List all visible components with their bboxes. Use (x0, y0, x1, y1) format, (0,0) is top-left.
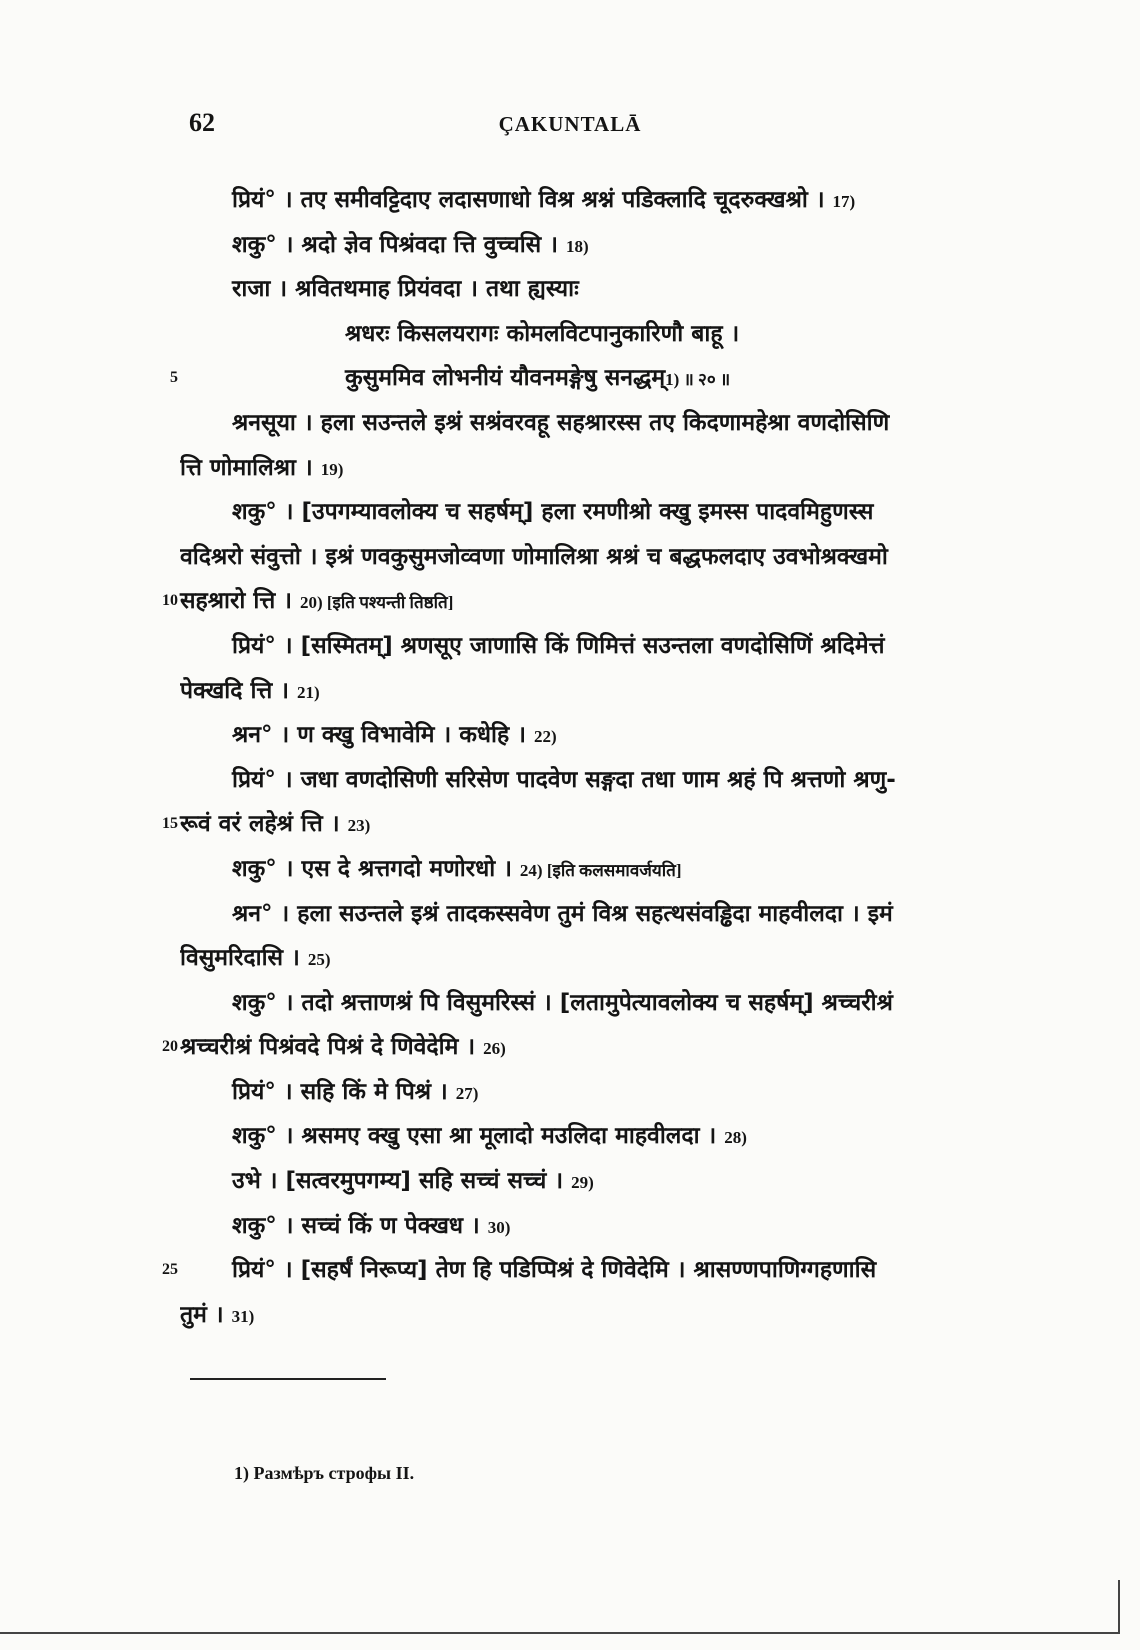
line-number: 5 (170, 369, 178, 387)
line-text: प्रियं° । सहि किं मे पिश्रं । (232, 1078, 456, 1105)
line-reference: 17) (832, 192, 856, 211)
scan-edge-corner (1118, 1580, 1120, 1634)
line-reference: 22) (533, 727, 557, 747)
line-reference: 30) (487, 1217, 511, 1237)
line-text: शकु° । श्रसमए क्खु एसा श्रा मूलादो मउलिदा माहवीलदा । (232, 1123, 725, 1150)
text-line (170, 356, 990, 401)
line-text: राजा । श्रवितथमाह प्रियंवदा । तथा ह्यस्याः (232, 276, 579, 303)
body-text (162, 178, 990, 1337)
text-line (180, 490, 990, 535)
line-reference: 19) (320, 459, 344, 479)
footnote: 1) Размѣръ строфы II. (234, 1463, 415, 1483)
line-text: उभे । [सत्वरमुपगम्य] सहि सच्चं सच्चं । (232, 1168, 572, 1195)
text-line (180, 312, 990, 357)
line-reference: 28) (724, 1128, 747, 1148)
line-text: प्रियं° । [सस्मितम्] श्रणसूए जाणासि किं णिमित्तं सउन्तला वणदोसिणिं श्रदिमेत्तं (232, 632, 885, 659)
text-line (180, 446, 990, 491)
line-reference: 31) (231, 1306, 255, 1326)
line-text: श्रन° । ण क्खु विभावेमि । कधेहि । (232, 722, 534, 749)
text-line (180, 401, 990, 446)
line-number: 15 (162, 815, 178, 833)
line-reference: 23) (347, 816, 371, 836)
line-text: रूवं वरं लहेश्रं त्ति । (180, 811, 348, 838)
line-text: सहश्रारो त्ति । (180, 588, 300, 615)
text-line (180, 1114, 990, 1159)
text-line (180, 981, 990, 1026)
line-reference: 1) ॥ २० ॥ (665, 370, 731, 390)
text-line (162, 1025, 990, 1070)
line-text: त्ति णोमालिश्रा । (180, 454, 321, 481)
scan-edge-line (0, 1632, 1120, 1634)
text-line (180, 624, 990, 669)
line-reference: 24) [इति कलसमावर्जयति] (519, 860, 682, 880)
line-text: श्रन° । हला सउन्तले इश्रं तादकस्सवेण तुमं विश्र सहत्थसंवड्ढिदा माहवीलदा । इमं (232, 900, 893, 927)
line-text: श्रनसूया । हला सउन्तले इश्रं सश्रंवरवहू सहश्रारस्स तए किदणामहेश्रा वणदोसिणि (232, 409, 890, 436)
text-line (180, 1070, 990, 1115)
footnote-rule (190, 1378, 386, 1380)
line-text: विसुमरिदासि । (180, 945, 308, 972)
line-text: शकु° । सच्चं किं ण पेक्खध । (232, 1212, 488, 1239)
text-line (180, 847, 990, 892)
line-text: श्रधरः किसलयरागः कोमलविटपानुकारिणौ बाहू । (345, 320, 740, 347)
line-text: वदिश्ररो संवुत्तो । इश्रं णवकुसुमजोव्वणा णोमालिश्रा श्रश्रं च बद्धफलदाए उवभोश्रक्खमो (180, 543, 888, 570)
line-text: शकु° । श्रदो ज्ञेव पिश्रंवदा त्ति वुच्चसि । (232, 231, 566, 258)
text-line (162, 802, 990, 847)
text-line (180, 892, 990, 937)
line-text: तुमं । (180, 1301, 232, 1328)
line-text: शकु° । [उपगम्यावलोक्य च सहर्षम्] हला रमणीश्रो क्खु इमस्स पादवमिहुणस्स (232, 499, 874, 526)
text-line (180, 669, 990, 714)
page-header (0, 108, 1140, 148)
line-reference: 20) [इति पश्यन्ती तिष्ठति] (299, 593, 454, 613)
line-reference: 21) (297, 682, 320, 702)
text-line (180, 178, 990, 223)
line-text: कुसुममिव लोभनीयं यौवनमङ्गेषु सनद्धम् (345, 365, 666, 392)
line-text: श्रच्चरीश्रं पिश्रंवदे पिश्रं दे णिवेदेमि । (180, 1034, 484, 1061)
line-number: 10 (162, 592, 178, 610)
text-line (180, 758, 990, 803)
line-reference: 27) (455, 1083, 479, 1103)
running-title: ÇAKUNTALĀ (498, 112, 642, 136)
text-line (180, 713, 990, 758)
line-number: 20 (162, 1038, 178, 1056)
text-line (180, 223, 990, 268)
text-line (180, 535, 990, 580)
line-text: शकु° । तदो श्रत्ताणश्रं पि विसुमरिस्सं । [लतामुपेत्यावलोक्य च सहर्षम्] श्रच्चरीश्रं (232, 989, 893, 1016)
page-number: 62 (189, 108, 215, 137)
text-line (180, 936, 990, 981)
line-reference: 18) (565, 236, 589, 256)
line-number: 25 (162, 1261, 178, 1279)
line-reference: 29) (571, 1173, 594, 1193)
line-text: प्रियं° । [सहर्षं निरूप्य] तेण हि पडिप्पिश्रं दे णिवेदेमि । श्रासण्णपाणिग्गहणासि (232, 1257, 877, 1284)
text-line (180, 1293, 990, 1338)
line-text: शकु° । एस दे श्रत्तगदो मणोरधो । (232, 855, 520, 882)
line-text: प्रियं° । जधा वणदोसिणी सरिसेण पादवेण सङ्गदा तधा णाम श्रहं पि श्रत्तणो श्रणु- (232, 766, 896, 793)
line-reference: 25) (307, 950, 331, 970)
line-reference: 26) (483, 1039, 506, 1059)
text-line (162, 579, 990, 624)
line-text: पेक्खदि त्ति । (180, 677, 298, 704)
text-line (180, 267, 990, 312)
line-text: प्रियं° । तए समीवट्टिदाए लदासणाधो विश्र श्रश्नं पडिक्लादि चूदरुक्खश्रो । (232, 187, 833, 213)
text-line (180, 1159, 990, 1204)
text-line (162, 1248, 990, 1293)
text-line (180, 1204, 990, 1249)
